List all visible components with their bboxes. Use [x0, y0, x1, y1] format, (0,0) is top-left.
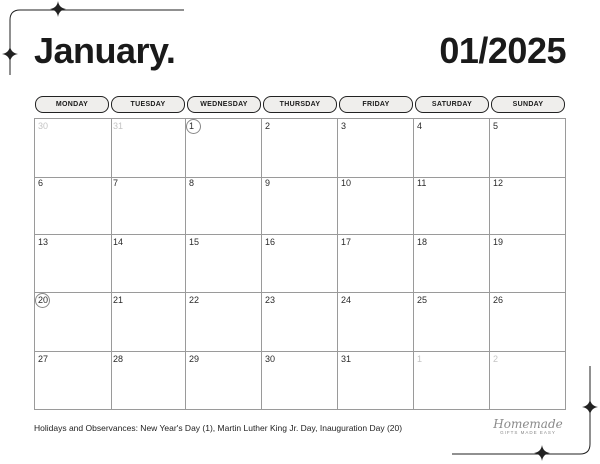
day-cell[interactable]	[110, 176, 186, 234]
day-number: 30	[38, 121, 49, 131]
day-cell[interactable]	[110, 119, 186, 178]
day-number: 2	[265, 121, 271, 131]
month-year-numeric: 01/2025	[439, 30, 566, 71]
day-cell[interactable]	[262, 176, 338, 234]
day-cell[interactable]	[262, 352, 338, 410]
sparkle-icon	[50, 1, 66, 17]
day-cell[interactable]	[186, 119, 262, 178]
sparkle-icon	[582, 399, 598, 415]
weekday-label-tuesday: TUESDAY	[111, 96, 185, 113]
day-number: 1	[417, 353, 423, 364]
calendar-grid	[34, 118, 566, 410]
day-cell[interactable]	[35, 352, 112, 410]
weekday-label-friday: FRIDAY	[339, 96, 413, 113]
day-number: 16	[265, 236, 276, 247]
day-number: 5	[493, 121, 499, 131]
weekday-label-sunday: SUNDAY	[491, 96, 565, 113]
day-cell[interactable]	[186, 352, 262, 410]
sparkle-icon	[2, 46, 18, 62]
day-cell[interactable]	[338, 293, 414, 351]
day-cell[interactable]	[414, 119, 490, 178]
day-cell[interactable]	[490, 293, 566, 351]
day-cell[interactable]	[338, 176, 414, 234]
day-number: 4	[417, 121, 423, 131]
day-number: 15	[189, 236, 200, 247]
day-cell[interactable]	[414, 293, 490, 351]
day-cell[interactable]	[490, 176, 566, 234]
day-number: 22	[189, 295, 200, 306]
day-cell[interactable]	[414, 352, 490, 410]
day-number: 3	[341, 121, 347, 131]
day-number: 31	[113, 121, 124, 131]
day-cell[interactable]	[338, 235, 414, 293]
logo-tagline: GIFTS MADE EASY	[500, 430, 556, 435]
day-cell[interactable]	[35, 176, 112, 234]
day-cell[interactable]	[35, 119, 112, 178]
day-cell[interactable]	[110, 235, 186, 293]
day-number: 17	[341, 236, 352, 247]
weekday-label-thursday: THURSDAY	[263, 96, 337, 113]
day-number: 21	[113, 295, 124, 306]
day-cell[interactable]	[490, 352, 566, 410]
day-cell[interactable]	[338, 119, 414, 178]
weekday-label-monday: MONDAY	[35, 96, 109, 113]
day-cell[interactable]	[262, 235, 338, 293]
day-cell[interactable]	[490, 235, 566, 293]
day-number: 28	[113, 353, 124, 364]
day-number: 12	[493, 178, 504, 189]
day-number: 27	[38, 353, 49, 364]
day-number: 7	[113, 178, 119, 189]
holidays-note: Holidays and Observances: New Year's Day (1), Martin Luther King Jr. Day, Inauguration Day (20)	[34, 423, 403, 433]
weekday-header-row	[34, 96, 566, 113]
brand-logo	[490, 418, 566, 436]
day-cell[interactable]	[186, 176, 262, 234]
day-cell[interactable]	[414, 176, 490, 234]
day-cell[interactable]	[35, 293, 112, 351]
day-number: 31	[341, 353, 352, 364]
day-cell[interactable]	[186, 293, 262, 351]
day-cell[interactable]	[338, 352, 414, 410]
day-number: 24	[341, 295, 352, 306]
day-number: 30	[265, 353, 276, 364]
day-cell[interactable]	[35, 235, 112, 293]
day-number: 18	[417, 236, 428, 247]
month-title: January.	[34, 30, 176, 71]
weekday-label-wednesday: WEDNESDAY	[187, 96, 261, 113]
day-cell[interactable]	[262, 119, 338, 178]
day-number: 13	[38, 236, 49, 247]
day-number: 6	[38, 178, 44, 189]
day-cell[interactable]	[414, 235, 490, 293]
day-cell[interactable]	[490, 119, 566, 178]
day-cell[interactable]	[110, 352, 186, 410]
day-number: 8	[189, 178, 195, 189]
day-number: 14	[113, 236, 124, 247]
day-number: 23	[265, 295, 276, 306]
day-number: 25	[417, 295, 428, 306]
highlight-circle	[35, 293, 50, 308]
day-number: 29	[189, 353, 200, 364]
highlight-circle	[186, 119, 201, 134]
sparkle-icon	[534, 445, 550, 461]
day-number: 26	[493, 295, 504, 306]
day-cell[interactable]	[262, 293, 338, 351]
day-cell[interactable]	[186, 235, 262, 293]
weekday-label-saturday: SATURDAY	[415, 96, 489, 113]
logo-script-text: Homemade	[493, 417, 563, 431]
day-number: 9	[265, 178, 271, 189]
day-number: 1	[189, 121, 194, 131]
day-number: 10	[341, 178, 352, 189]
day-number: 11	[417, 178, 427, 189]
day-number: 2	[493, 353, 499, 364]
day-number: 19	[493, 236, 504, 247]
day-number: 20	[38, 295, 48, 305]
day-cell[interactable]	[110, 293, 186, 351]
